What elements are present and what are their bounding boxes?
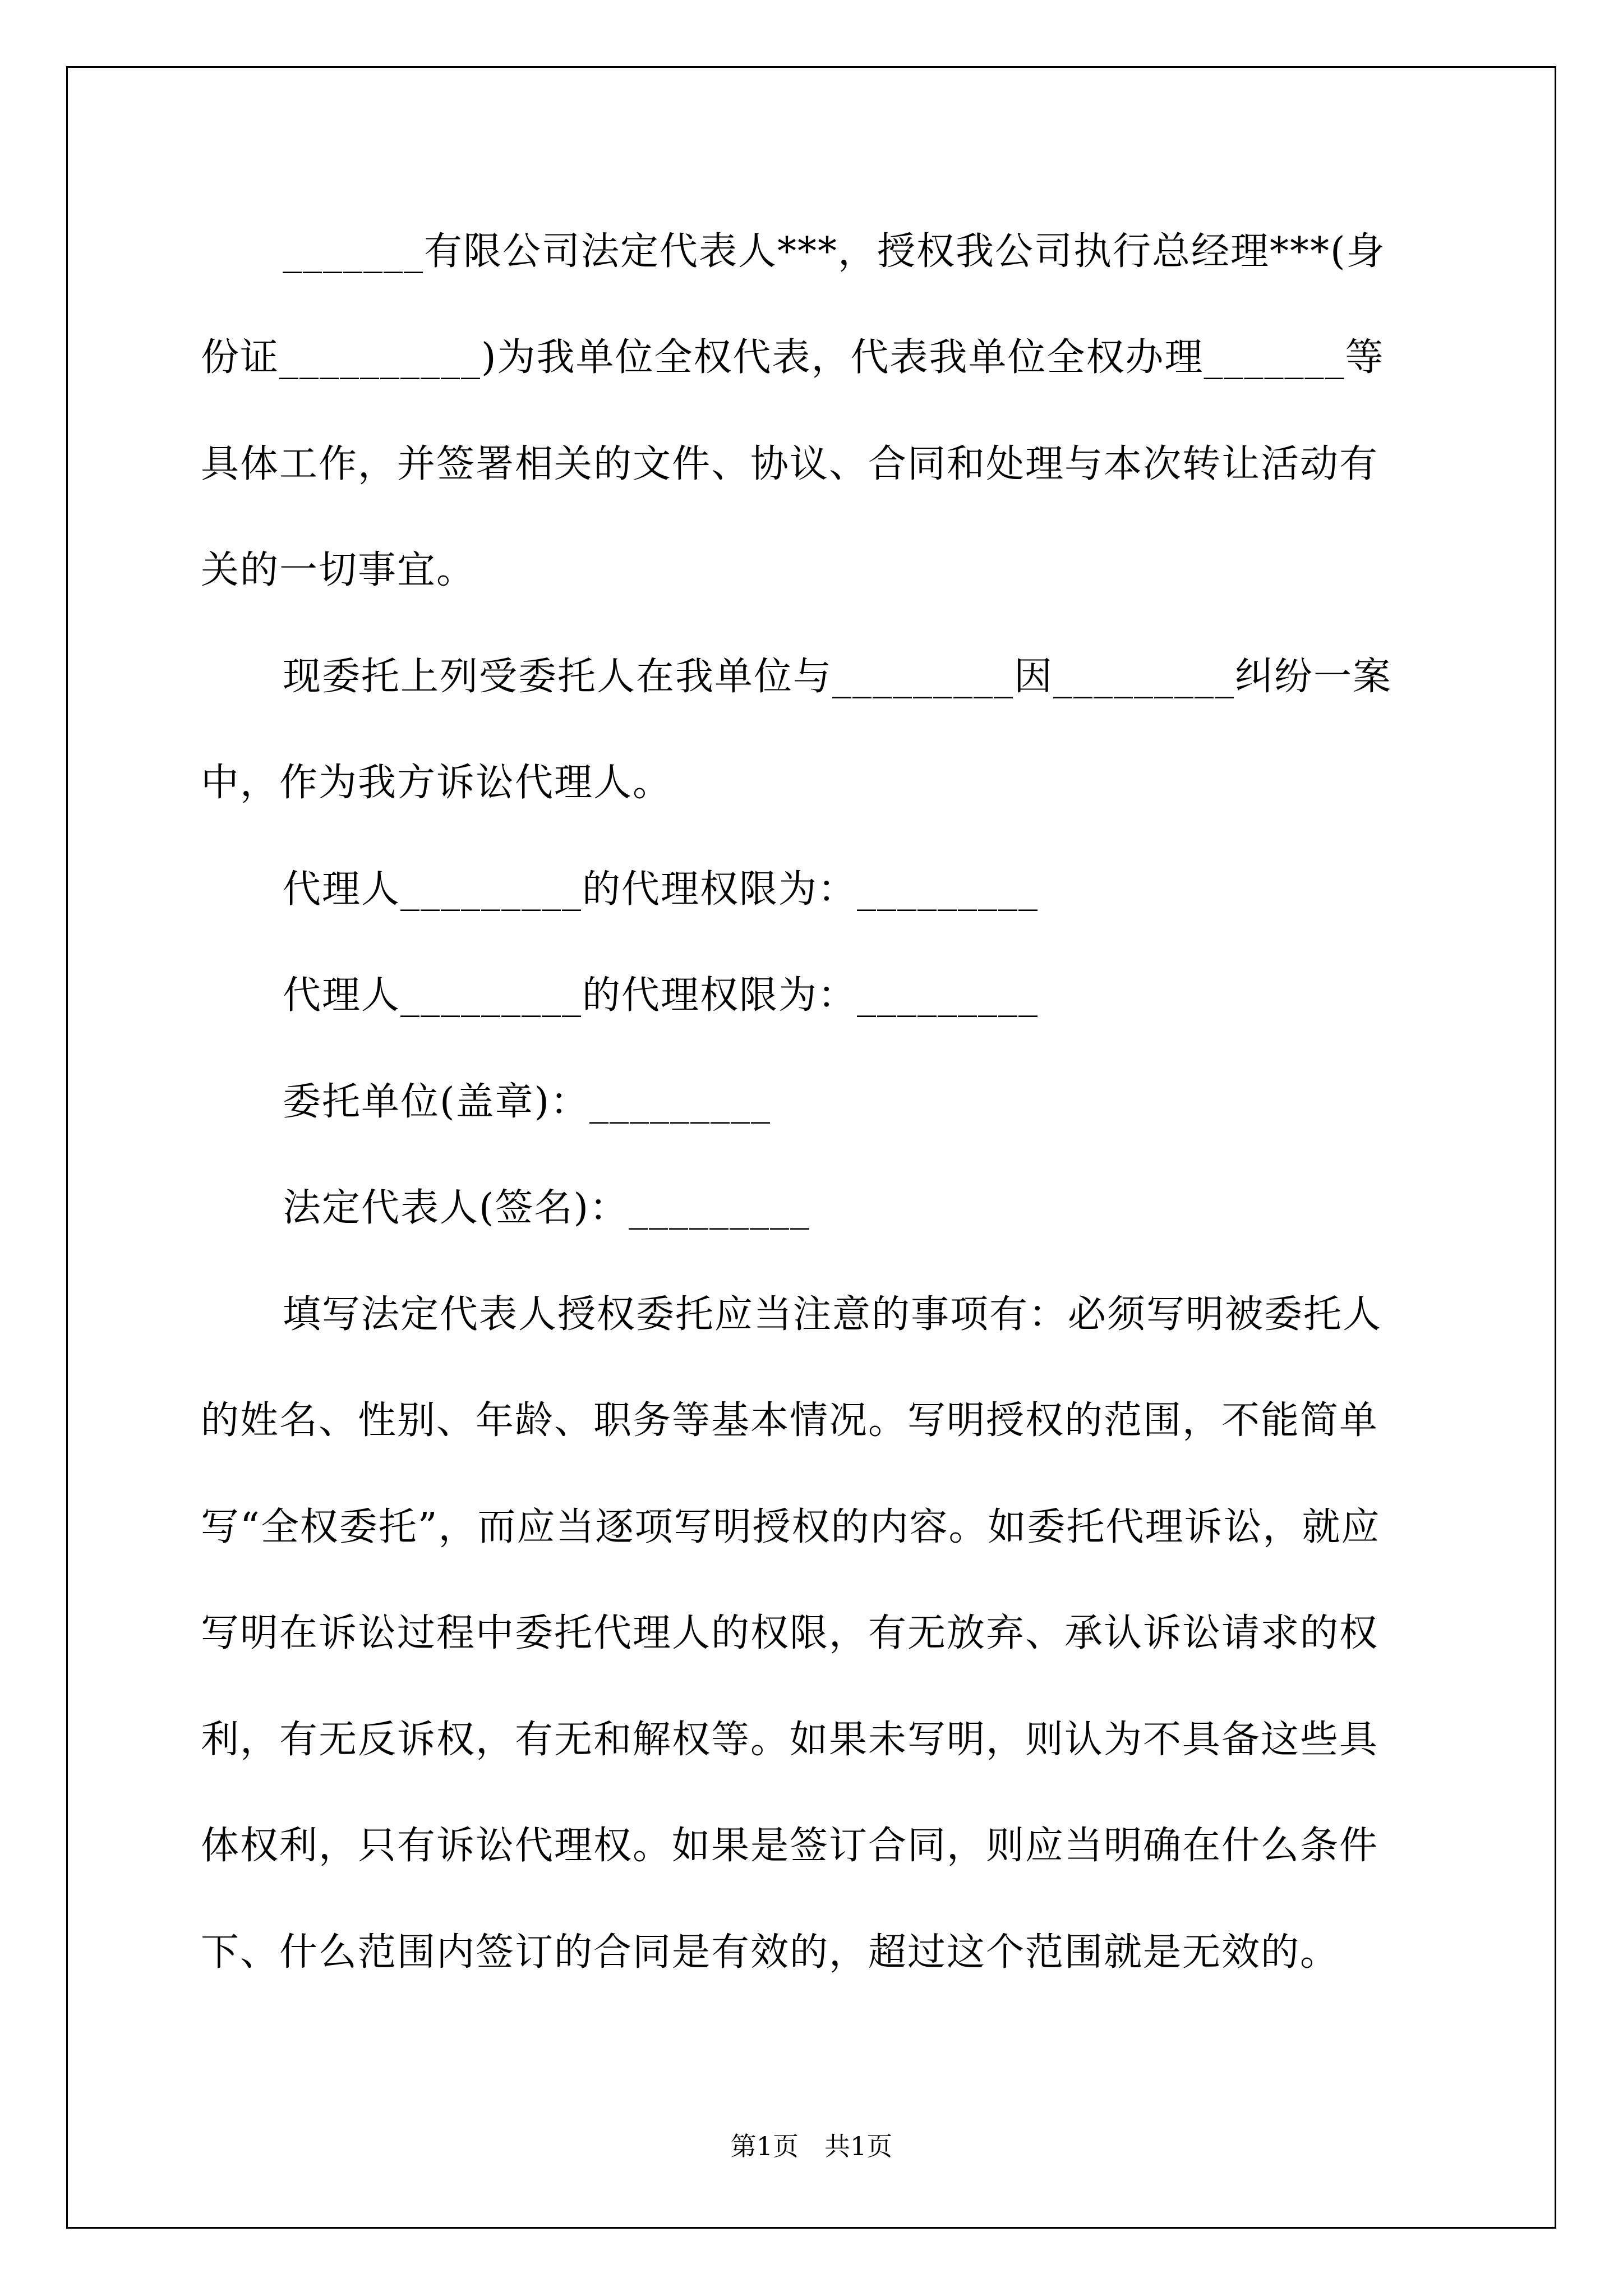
notes-line-5: 利，有无反诉权，有无和解权等。如果未写明，则认为不具备这些具 [201, 1718, 1379, 1762]
notes-line-7: 下、什么范围内签订的合同是有效的，超过这个范围就是无效的。 [201, 1930, 1340, 1975]
paragraph-2-line-2: 中，作为我方诉讼代理人。 [201, 761, 672, 805]
paragraph-1-line-4: 关的一切事宜。 [201, 548, 476, 592]
page-number: 第1页 共1页 [730, 2131, 893, 2161]
page-border [66, 66, 1556, 2229]
paragraph-1-line-1: _______有限公司法定代表人***，授权我公司执行总经理***(身 [283, 229, 1386, 274]
notes-line-2: 的姓名、性别、年龄、职务等基本情况。写明授权的范围，不能简单 [201, 1398, 1379, 1443]
paragraph-1-line-2: 份证__________)为我单位全权代表，代表我单位全权办理_______等 [201, 335, 1385, 380]
notes-line-1: 填写法定代表人授权委托应当注意的事项有：必须写明被委托人 [283, 1292, 1382, 1337]
agent-2-authority: 代理人_________的代理权限为：_________ [283, 973, 1039, 1018]
notes-line-4: 写明在诉讼过程中委托代理人的权限，有无放弃、承认诉讼请求的权 [201, 1611, 1379, 1655]
legal-representative-signature: 法定代表人(签名)：_________ [283, 1186, 811, 1230]
notes-line-3: 写“全权委托”，而应当逐项写明授权的内容。如委托代理诉讼，就应 [201, 1505, 1381, 1549]
paragraph-1-line-3: 具体工作，并签署相关的文件、协议、合同和处理与本次转让活动有 [201, 442, 1379, 486]
paragraph-2-line-1: 现委托上列受委托人在我单位与_________因_________纠纷一案 [283, 655, 1393, 699]
agent-1-authority: 代理人_________的代理权限为：_________ [283, 867, 1039, 912]
entrusting-unit-seal: 委托单位(盖章)：_________ [283, 1080, 772, 1124]
notes-line-6: 体权利，只有诉讼代理权。如果是签订合同，则应当明确在什么条件 [201, 1824, 1379, 1868]
